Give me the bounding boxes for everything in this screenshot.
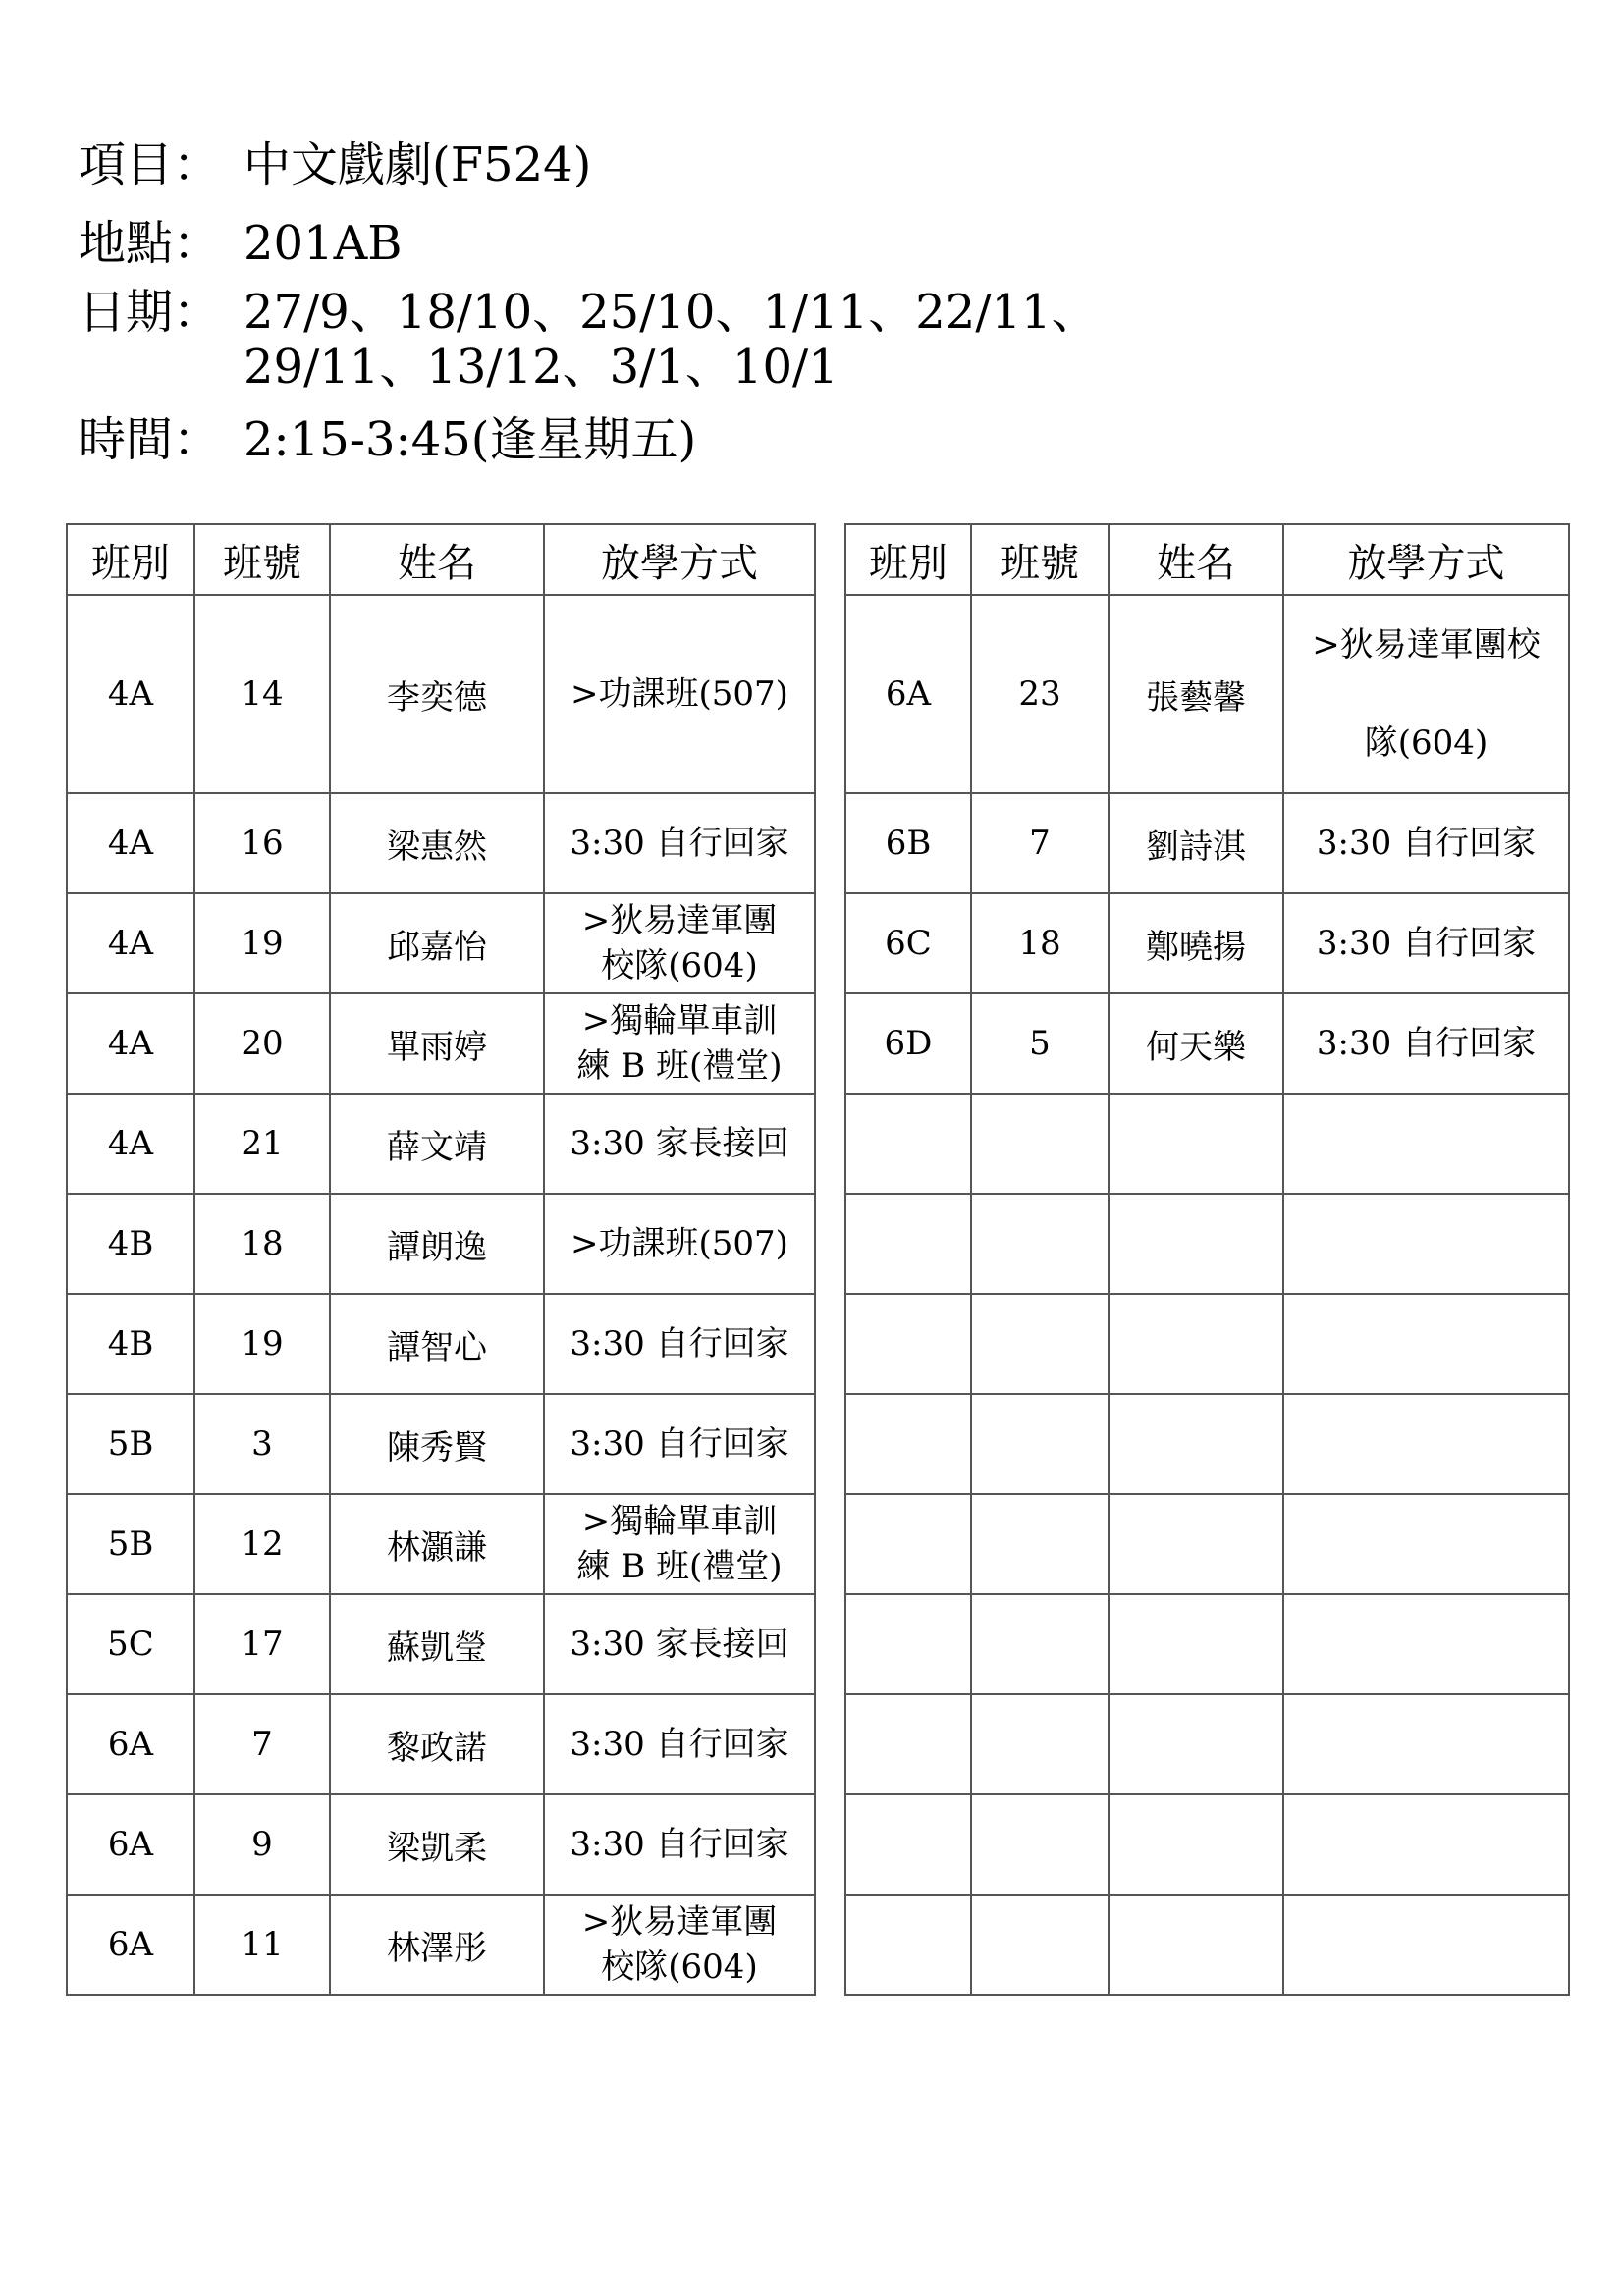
table-row bbox=[845, 1094, 1569, 1194]
class-cell: 4A bbox=[67, 893, 194, 993]
name-cell: 鄭曉揚 bbox=[1109, 893, 1283, 993]
date-label: 日期： bbox=[79, 285, 221, 340]
item-line bbox=[79, 137, 591, 192]
name-cell bbox=[1109, 1694, 1283, 1794]
number-cell bbox=[971, 1594, 1109, 1694]
date-line bbox=[79, 285, 1099, 395]
time-line bbox=[79, 412, 696, 467]
class-cell: 6D bbox=[845, 993, 971, 1094]
class-cell bbox=[845, 1794, 971, 1895]
number-cell: 18 bbox=[194, 1194, 330, 1294]
name-cell: 薛文靖 bbox=[330, 1094, 544, 1194]
table-row bbox=[845, 1294, 1569, 1394]
number-cell bbox=[971, 1694, 1109, 1794]
table-row bbox=[845, 1694, 1569, 1794]
dismissal-cell bbox=[1283, 1294, 1569, 1394]
class-cell: 6C bbox=[845, 893, 971, 993]
number-cell: 18 bbox=[971, 893, 1109, 993]
name-cell: 何天樂 bbox=[1109, 993, 1283, 1094]
table-row bbox=[845, 1794, 1569, 1895]
table-row bbox=[845, 893, 1569, 993]
column-header-class: 班別 bbox=[67, 524, 194, 595]
class-cell: 6A bbox=[67, 1895, 194, 1995]
class-cell bbox=[845, 1094, 971, 1194]
table-row bbox=[845, 1194, 1569, 1294]
dismissal-cell bbox=[1283, 1694, 1569, 1794]
name-cell: 譚智心 bbox=[330, 1294, 544, 1394]
table-row bbox=[67, 893, 815, 993]
name-cell bbox=[1109, 1094, 1283, 1194]
class-cell: 5B bbox=[67, 1494, 194, 1594]
dismissal-cell: >獨輪單車訓 練 B 班(禮堂) bbox=[544, 993, 815, 1094]
number-cell bbox=[971, 1094, 1109, 1194]
class-cell: 6A bbox=[67, 1794, 194, 1895]
table-row bbox=[845, 1895, 1569, 1995]
time-label: 時間： bbox=[79, 412, 221, 467]
name-cell: 黎政諾 bbox=[330, 1694, 544, 1794]
class-cell bbox=[845, 1394, 971, 1494]
table-row bbox=[845, 1594, 1569, 1694]
table-header-row bbox=[845, 524, 1569, 595]
class-cell bbox=[845, 1694, 971, 1794]
name-cell: 蘇凱瑩 bbox=[330, 1594, 544, 1694]
table-row bbox=[67, 1694, 815, 1794]
name-cell bbox=[1109, 1794, 1283, 1895]
number-cell: 7 bbox=[194, 1694, 330, 1794]
dismissal-cell bbox=[1283, 1394, 1569, 1494]
table-header-row bbox=[67, 524, 815, 595]
dismissal-cell: >狄易達軍團 校隊(604) bbox=[544, 893, 815, 993]
name-cell bbox=[1109, 1895, 1283, 1995]
class-cell: 6B bbox=[845, 793, 971, 893]
name-cell bbox=[1109, 1194, 1283, 1294]
dismissal-cell: 3:30 自行回家 bbox=[544, 1394, 815, 1494]
number-cell: 19 bbox=[194, 1294, 330, 1394]
class-cell: 6A bbox=[845, 595, 971, 793]
dismissal-cell: 3:30 自行回家 bbox=[1283, 893, 1569, 993]
number-cell: 20 bbox=[194, 993, 330, 1094]
table-row bbox=[67, 1094, 815, 1194]
class-cell: 5B bbox=[67, 1394, 194, 1494]
number-cell: 16 bbox=[194, 793, 330, 893]
class-cell: 4A bbox=[67, 993, 194, 1094]
dismissal-cell bbox=[1283, 1594, 1569, 1694]
name-cell: 邱嘉怡 bbox=[330, 893, 544, 993]
name-cell: 單雨婷 bbox=[330, 993, 544, 1094]
dismissal-cell: 3:30 自行回家 bbox=[544, 1294, 815, 1394]
class-cell: 4A bbox=[67, 1094, 194, 1194]
number-cell: 3 bbox=[194, 1394, 330, 1494]
dismissal-cell: >功課班(507) bbox=[544, 1194, 815, 1294]
right-attendance-table bbox=[844, 523, 1570, 1996]
dismissal-cell bbox=[1283, 1895, 1569, 1995]
table-row bbox=[67, 993, 815, 1094]
dismissal-cell: 3:30 家長接回 bbox=[544, 1094, 815, 1194]
item-label: 項目： bbox=[79, 137, 221, 192]
class-cell bbox=[845, 1895, 971, 1995]
place-line bbox=[79, 216, 403, 271]
name-cell bbox=[1109, 1294, 1283, 1394]
class-cell: 4A bbox=[67, 595, 194, 793]
place-label: 地點： bbox=[79, 216, 221, 271]
number-cell bbox=[971, 1294, 1109, 1394]
time-value: 2:15-3:45(逢星期五) bbox=[244, 412, 697, 467]
column-header-class: 班別 bbox=[845, 524, 971, 595]
table-row bbox=[67, 1794, 815, 1895]
number-cell: 17 bbox=[194, 1594, 330, 1694]
table-row bbox=[67, 1494, 815, 1594]
table-row bbox=[67, 1895, 815, 1995]
name-cell bbox=[1109, 1494, 1283, 1594]
number-cell bbox=[971, 1194, 1109, 1294]
number-cell: 23 bbox=[971, 595, 1109, 793]
table-row bbox=[67, 1594, 815, 1694]
class-cell: 4A bbox=[67, 793, 194, 893]
table-row bbox=[67, 1294, 815, 1394]
dismissal-cell: 3:30 自行回家 bbox=[544, 1694, 815, 1794]
column-header-dismissal: 放學方式 bbox=[544, 524, 815, 595]
dismissal-cell bbox=[1283, 1194, 1569, 1294]
column-header-dismissal: 放學方式 bbox=[1283, 524, 1569, 595]
item-value: 中文戲劇(F524) bbox=[244, 137, 592, 192]
table-row bbox=[67, 1194, 815, 1294]
left-attendance-table bbox=[66, 523, 816, 1996]
name-cell bbox=[1109, 1394, 1283, 1494]
table-row bbox=[845, 993, 1569, 1094]
dismissal-cell: >功課班(507) bbox=[544, 595, 815, 793]
number-cell bbox=[971, 1794, 1109, 1895]
column-header-number: 班號 bbox=[971, 524, 1109, 595]
dismissal-cell: 3:30 自行回家 bbox=[1283, 993, 1569, 1094]
column-header-number: 班號 bbox=[194, 524, 330, 595]
table-row bbox=[845, 1494, 1569, 1594]
name-cell: 張藝馨 bbox=[1109, 595, 1283, 793]
dismissal-cell: 3:30 自行回家 bbox=[1283, 793, 1569, 893]
dismissal-cell: 3:30 家長接回 bbox=[544, 1594, 815, 1694]
place-value: 201AB bbox=[244, 216, 403, 271]
number-cell: 7 bbox=[971, 793, 1109, 893]
table-row bbox=[845, 1394, 1569, 1494]
class-cell: 4B bbox=[67, 1294, 194, 1394]
table-row bbox=[845, 595, 1569, 793]
name-cell bbox=[1109, 1594, 1283, 1694]
name-cell: 林澤彤 bbox=[330, 1895, 544, 1995]
class-cell bbox=[845, 1594, 971, 1694]
dismissal-cell: >獨輪單車訓 練 B 班(禮堂) bbox=[544, 1494, 815, 1594]
class-cell bbox=[845, 1294, 971, 1394]
date-value: 27/9、18/10、25/10、1/11、22/11、 29/11、13/12、3/1、10/1 bbox=[244, 285, 1099, 395]
name-cell: 譚朗逸 bbox=[330, 1194, 544, 1294]
class-cell bbox=[845, 1494, 971, 1594]
table-row bbox=[67, 793, 815, 893]
name-cell: 梁凱柔 bbox=[330, 1794, 544, 1895]
left-table-body bbox=[67, 595, 815, 1995]
class-cell: 4B bbox=[67, 1194, 194, 1294]
number-cell: 14 bbox=[194, 595, 330, 793]
class-cell: 5C bbox=[67, 1594, 194, 1694]
right-table-body bbox=[845, 595, 1569, 1995]
name-cell: 梁惠然 bbox=[330, 793, 544, 893]
column-header-name: 姓名 bbox=[330, 524, 544, 595]
dismissal-cell: 3:30 自行回家 bbox=[544, 793, 815, 893]
number-cell: 9 bbox=[194, 1794, 330, 1895]
number-cell bbox=[971, 1494, 1109, 1594]
table-row bbox=[67, 1394, 815, 1494]
class-cell: 6A bbox=[67, 1694, 194, 1794]
dismissal-cell: >狄易達軍團校 隊(604) bbox=[1283, 595, 1569, 793]
number-cell: 5 bbox=[971, 993, 1109, 1094]
name-cell: 李奕德 bbox=[330, 595, 544, 793]
dismissal-cell bbox=[1283, 1494, 1569, 1594]
table-row bbox=[67, 595, 815, 793]
name-cell: 陳秀賢 bbox=[330, 1394, 544, 1494]
name-cell: 林灝謙 bbox=[330, 1494, 544, 1594]
class-cell bbox=[845, 1194, 971, 1294]
table-row bbox=[845, 793, 1569, 893]
number-cell: 11 bbox=[194, 1895, 330, 1995]
number-cell: 21 bbox=[194, 1094, 330, 1194]
dismissal-cell bbox=[1283, 1094, 1569, 1194]
dismissal-cell: 3:30 自行回家 bbox=[544, 1794, 815, 1895]
number-cell bbox=[971, 1394, 1109, 1494]
dismissal-cell: >狄易達軍團 校隊(604) bbox=[544, 1895, 815, 1995]
dismissal-cell bbox=[1283, 1794, 1569, 1895]
column-header-name: 姓名 bbox=[1109, 524, 1283, 595]
number-cell: 12 bbox=[194, 1494, 330, 1594]
number-cell: 19 bbox=[194, 893, 330, 993]
number-cell bbox=[971, 1895, 1109, 1995]
name-cell: 劉詩淇 bbox=[1109, 793, 1283, 893]
